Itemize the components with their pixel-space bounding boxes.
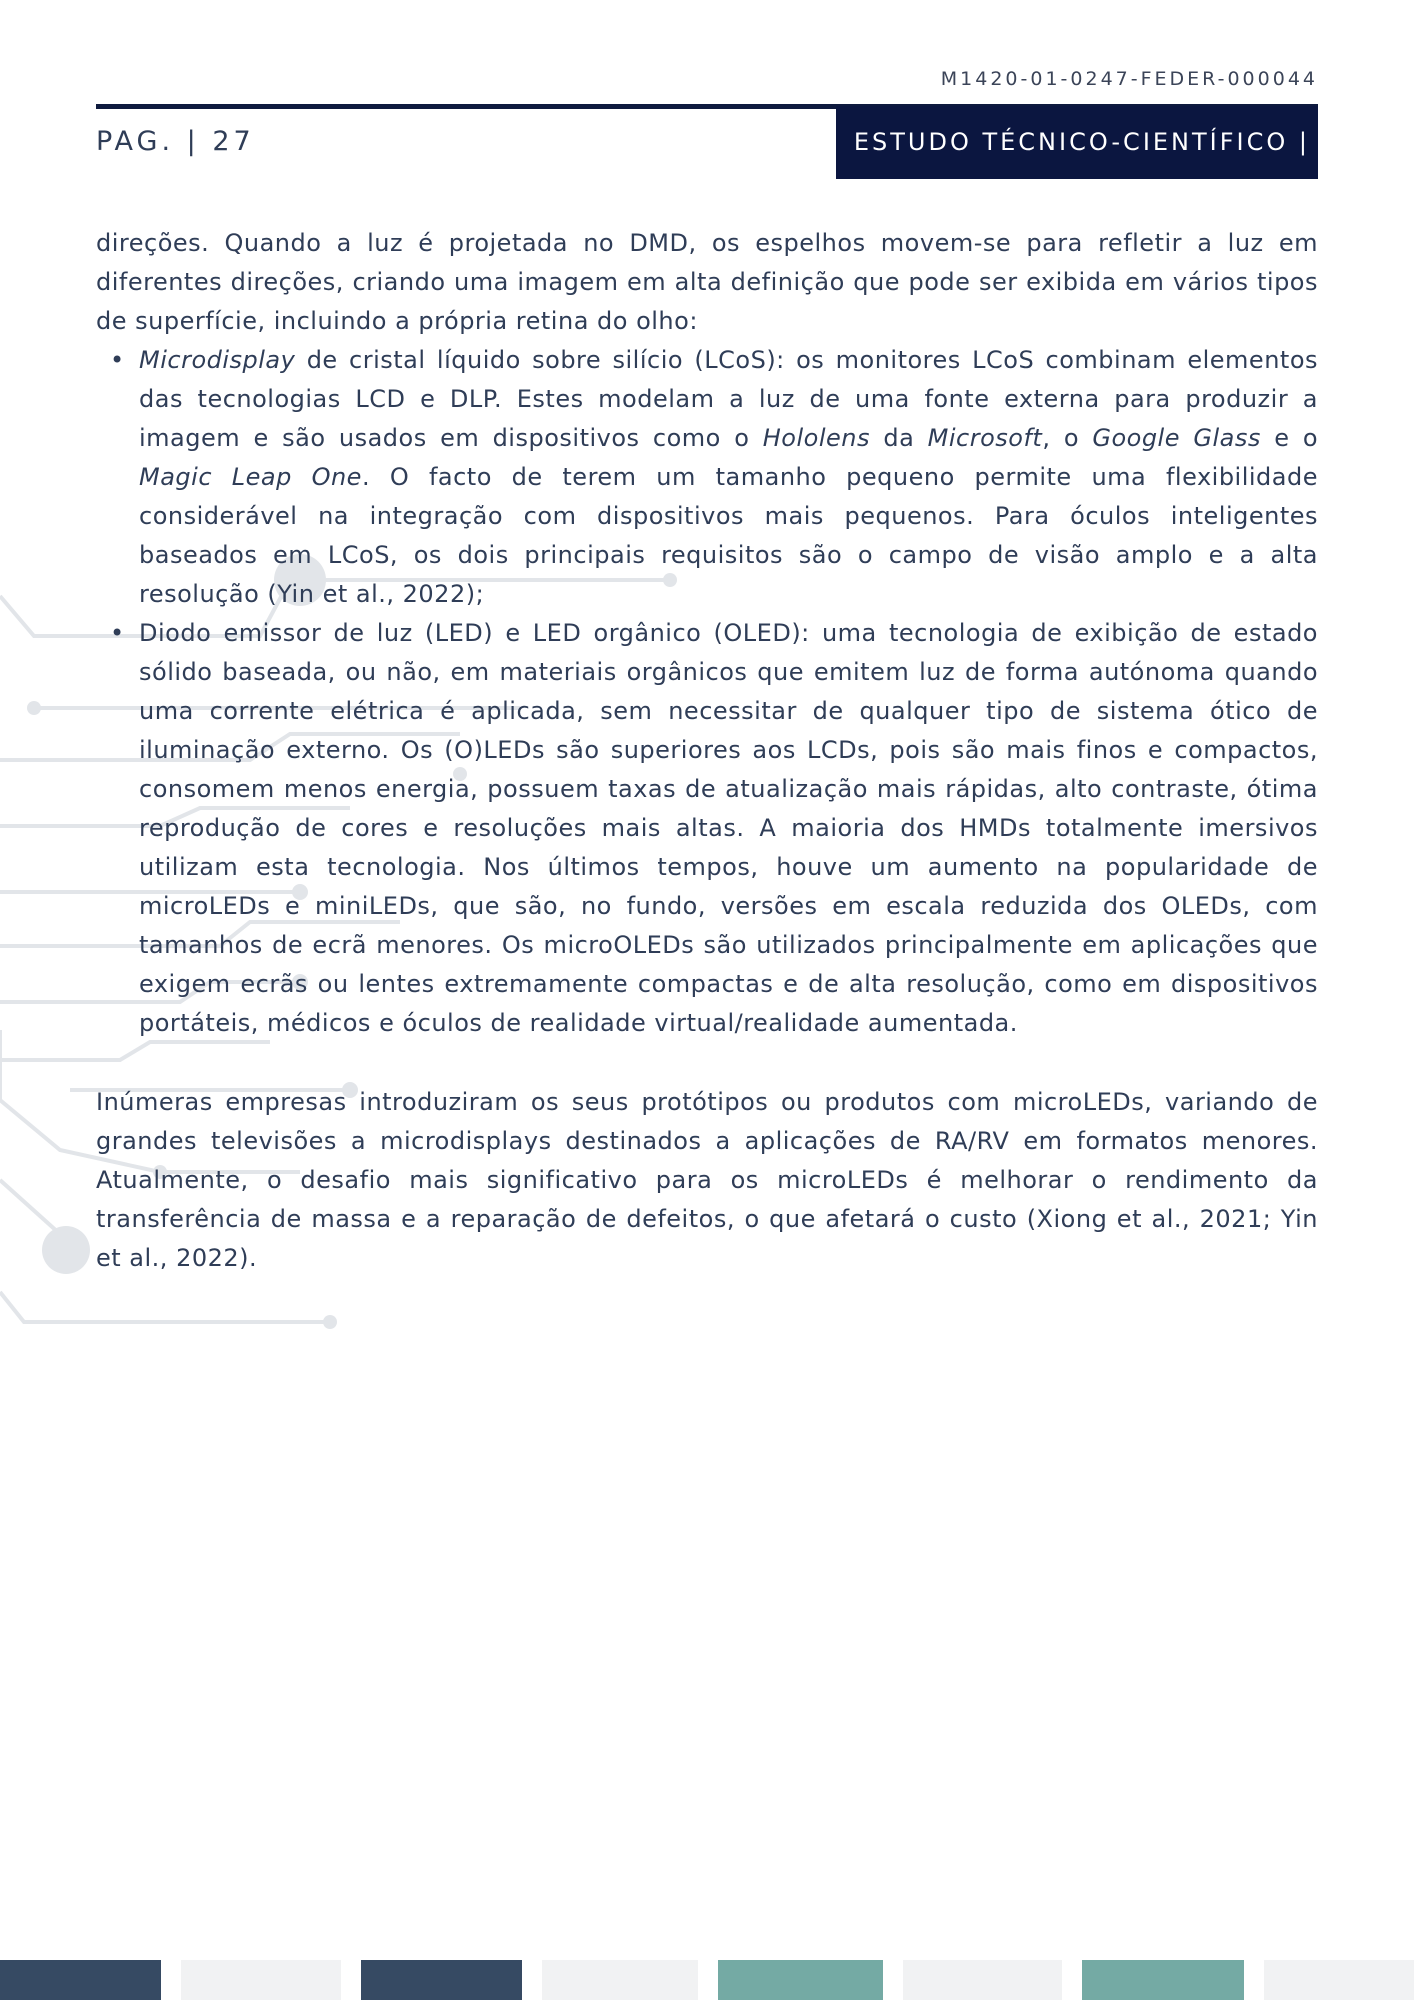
footer-bar <box>1082 1960 1244 2000</box>
term-microdisplay: Microdisplay <box>139 346 296 374</box>
footer-bar <box>0 1960 161 2000</box>
page-number: PAG. | 27 <box>96 126 255 157</box>
footer-bar <box>1264 1960 1414 2000</box>
closing-paragraph: Inúmeras empresas introduziram os seus protótipos ou produtos com microLEDs, variando de grandes televisões a microdisplays destinados a aplicações de RA/RV em formatos menores. Atualmente, o desafio mais significativo para os microLEDs é melhorar o rendimento da transferência de massa e a reparação de defeitos, o que afetará o custo (Xiong et al., 2021; Yin et al., 2022). <box>96 1088 1318 1272</box>
list-item-lcos: • Microdisplay de cristal líquido sobre silício (LCoS): os monitores LCoS combinam elementos das tecnologias LCD e DLP. Estes modelam a luz de uma fonte externa para produzir a imagem e são usados em dispositivos como o Hololens da Microsoft, o Google Glass e o Magic Leap One. O facto de terem um tamanho pequeno permite uma flexibilidade considerável na integração com dispositivos mais pequenos. Para óculos inteligentes baseados em LCoS, os dois principais requisitos são o campo de visão amplo e a alta resolução (Yin et al., 2022); <box>139 341 1318 614</box>
term-hololens: Hololens <box>762 424 870 452</box>
footer-bar <box>718 1960 883 2000</box>
footer-bar <box>181 1960 341 2000</box>
intro-paragraph: direções. Quando a luz é projetada no DMD, os espelhos movem-se para refletir a luz em diferentes direções, criando uma imagem em alta definição que pode ser exibida em vários tipos de superfície, incluindo a própria retina do olho: <box>96 229 1318 335</box>
term-microsoft: Microsoft <box>927 424 1043 452</box>
page-body <box>96 224 1318 1278</box>
bullet-icon: • <box>110 346 125 374</box>
list-item-oled <box>110 614 1318 1043</box>
term-google-glass: Google Glass <box>1092 424 1261 452</box>
footer-bar <box>361 1960 522 2000</box>
paragraph-spacer <box>96 1043 1318 1083</box>
list-item-oled-text: Diodo emissor de luz (LED) e LED orgânico (OLED): uma tecnologia de exibição de estado sólido baseada, ou não, em materiais orgânicos que emitem luz de forma autónoma quando uma corrente elétrica é aplicada, sem necessitar de qualquer tipo de sistema ótico de iluminação externo. Os (O)LEDs são superiores aos LCDs, pois são mais finos e compactos, consomem menos energia, possuem taxas de atualização mais rápidas, alto contraste, ótima reprodução de cores e resoluções mais altas. A maioria dos HMDs totalmente imersivos utilizam esta tecnologia. Nos últimos tempos, houve um aumento na popularidade de microLEDs e miniLEDs, que são, no fundo, versões em escala reduzida dos OLEDs, com tamanhos de ecrã menores. Os microOLEDs são utilizados principalmente em aplicações que exigem ecrãs ou lentes extremamente compactas e de alta resolução, como em dispositivos portáteis, médicos e óculos de realidade virtual/realidade aumentada. <box>139 619 1318 1037</box>
section-title: ESTUDO TÉCNICO-CIENTÍFICO | <box>853 128 1310 156</box>
bullet-icon: • <box>110 619 125 647</box>
footer-bar <box>903 1960 1062 2000</box>
document-code: M1420-01-0247-FEDER-000044 <box>940 68 1318 90</box>
term-magic-leap-one: Magic Leap One <box>139 463 362 491</box>
display-technologies-list <box>96 341 1318 1043</box>
section-title-band <box>836 106 1318 179</box>
footer-bar <box>542 1960 698 2000</box>
